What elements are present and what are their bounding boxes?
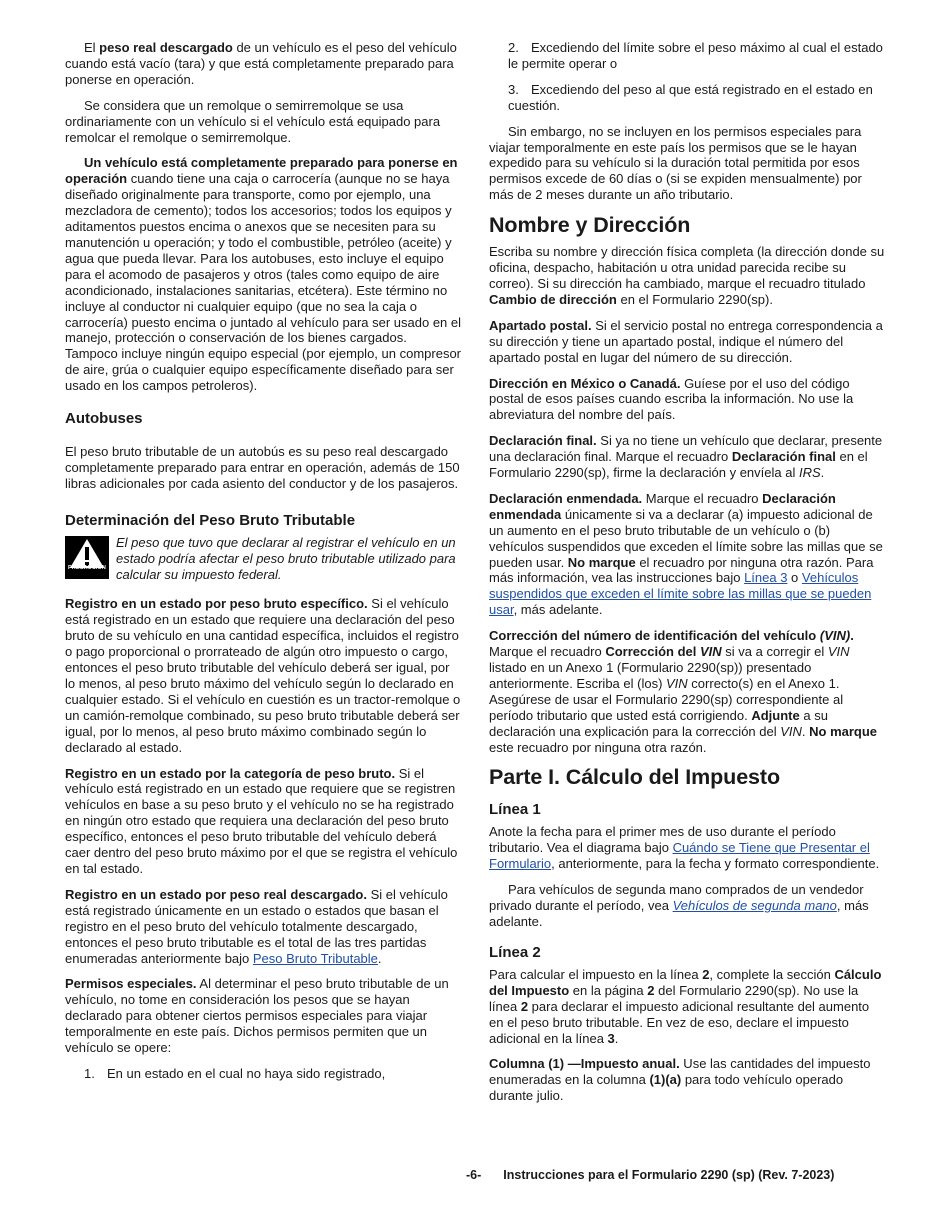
page-footer bbox=[466, 1168, 834, 1182]
link-vehiculos-suspendidos[interactable]: Vehículos suspendidos que exceden el límite sobre las millas que se pueden usar bbox=[489, 570, 872, 618]
list-item-1: 1. En un estado en el cual no haya sido registrado, bbox=[84, 1065, 386, 1081]
list-item-3: 3. Excediendo del peso al que está registrado en el estado en cuestión. bbox=[508, 81, 873, 113]
caution-text: El peso que tuvo que declarar al registrar el vehículo en un estado podría afectar el peso bruto tributable utilizado para calcular su impuesto federal. bbox=[116, 534, 456, 582]
paragraph-peso-real: El peso real descargado de un vehículo es el peso del vehículo cuando está vacío (tara) y que está completamente preparado para ponerse en operación. bbox=[65, 40, 457, 87]
page-number: -6- bbox=[466, 1168, 482, 1182]
link-cuando-presentar[interactable]: Cuándo se Tiene que Presentar el Formulario bbox=[489, 840, 870, 872]
paragraph-registro-peso-especifico: Registro en un estado por peso bruto específico. Si el vehículo está registrado en un estado que requiere una declaración del peso bruto de su vehículo en una cantidad específica, incluidos el registro o pago proporcional o prorrateado de algún otro impuesto o cargo, entonces el peso bruto tributable del vehículo deberá ser igual, por lo menos, al peso bruto máximo del vehículo según lo declarado en cualquier estado. Si el vehículo en cuestión es un tractor-remolque o un camión-remolque combinado, su peso bruto tributable deberá ser igual, por lo menos, al peso bruto máximo combinado según lo declarado al estado. bbox=[65, 596, 461, 755]
paragraph-segunda-mano: Para vehículos de segunda mano comprados de un vendedor privado durante el período, vea Vehículos de segunda mano, más adelante. bbox=[489, 882, 869, 929]
heading-linea-2: Línea 2 bbox=[489, 943, 541, 961]
left-column bbox=[65, 40, 462, 1092]
paragraph-correccion-vin: Corrección del número de identificación del vehículo (VIN). Marque el recuadro Corrección del VIN si va a corregir el VIN listado en un Anexo 1 (Formulario 2290(sp)) presentado anteriormente. Escriba el (los) VIN correcto(s) en el Anexo 1. Asegúrese de usar el Formulario 2290(sp) correspondiente al período tributario que usted está corrigiendo. Adjunte a su declaración una explicación para la corrección del VIN. No marque este recuadro por ninguna otra razón. bbox=[489, 628, 878, 755]
paragraph-linea-2: Para calcular el impuesto en la línea 2, complete la sección Cálculo del Impuesto en la página 2 del Formulario 2290(sp). No use la línea 2 para declarar el impuesto adicional resultante del aumento en el peso bruto tributable. En vez de eso, declare el impuesto adicional en la línea 3. bbox=[489, 966, 882, 1046]
link-vehiculos-segunda-mano[interactable]: Vehículos de segunda mano bbox=[672, 898, 837, 914]
paragraph-linea-1: Anote la fecha para el primer mes de uso durante el período tributario. Vea el diagrama bajo Cuándo se Tiene que Presentar el Formulario, anteriormente, para la fecha y formato correspondiente. bbox=[489, 824, 880, 872]
paragraph-autobuses: El peso bruto tributable de un autobús es su peso real descargado completamente preparado para entrar en operación, además de 150 libras adicionales por cada asiento del conductor y de los pasajeros. bbox=[65, 444, 460, 491]
paragraph-sin-embargo: Sin embargo, no se incluyen en los permisos especiales para viajar temporalmente en este país los permisos que se le hayan expedido para su vehículo si la duración total permitida por esos permisos excede de 60 días o (si se expiden mensualmente) por más de 2 meses durante un año tributario. bbox=[489, 123, 862, 203]
paragraph-registro-categoria: Registro en un estado por la categoría de peso bruto. Si el vehículo está registrado en un estado que requiere que se registren vehículos en base a su peso bruto y el vehículo no se ha registrado en ningún otro estado que requiera una declaración del peso bruto específico, entonces el peso bruto tributable del vehículo deberá caer dentro del peso bruto máximo por el que se registra el vehículo en tal estado. bbox=[65, 765, 458, 876]
list-item-2: 2. Excediendo del límite sobre el peso máximo al cual el estado le permite operar o bbox=[508, 40, 883, 71]
paragraph-registro-descargado: Registro en un estado por peso real descargado. Si el vehículo está registrado únicamente en un estado o estados que basan el registro en el peso bruto del vehículo totalmente descargado, entonces el peso bruto tributable es el total de las tres partidas enumeradas anteriormente bajo Peso Bruto Tributable. bbox=[65, 886, 448, 966]
paragraph-declaracion-enmendada: Declaración enmendada. Marque el recuadro Declaración enmendada únicamente si va a declarar (a) impuesto adicional de un aumento en el peso bruto tributable de un vehículo o (b) vehículos suspendidos que exceden el límite sobre las millas que se pueden usar. No marque el recuadro por ninguna otra razón. Para más información, vea las instrucciones bajo Línea 3 o Vehículos suspendidos que exceden el límite sobre las millas que se pueden usar, más adelante. bbox=[489, 490, 883, 618]
heading-nombre-direccion: Nombre y Dirección bbox=[489, 213, 691, 238]
paragraph-completamente-preparado: Un vehículo está completamente preparado para ponerse en operación cuando tiene una caja o carrocería (aunque no se haya diseñado originalmente para transporte, como por ejemplo, una mezcladora de cemento); todos los accesorios; todos los equipos y aditamentos puestos encima o anexos que se necesiten para su manutención u operación; y todo el combustible, petróleo (aceite) y agua que pueda llevar. Para los autobuses, esto incluye el equipo para el acomodo de pasajeros y otros (tales como equipo de aire acondicionado, instalaciones sanitarias, etcétera). Este término no incluye al conductor ni cualquier equipo (que no sea la caja o carrocería) puesto encima o juntado al vehículo para ser usado en el manejo, protección o conservación de los bienes cargados. Tampoco incluye ningún equipo especial (por ejemplo, un compresor de aire, grúa o cualquier equipo específicamente diseñado para ser usado en los campos petroleros). bbox=[65, 155, 462, 394]
heading-linea-1: Línea 1 bbox=[489, 801, 541, 819]
heading-parte-1: Parte I. Cálculo del Impuesto bbox=[489, 765, 781, 790]
link-linea-3[interactable]: Línea 3 bbox=[744, 570, 788, 586]
paragraph-remolque: Se considera que un remolque o semirremolque se usa ordinariamente con un vehículo si el vehículo está equipado para remolcar el remolque o semirremolque. bbox=[65, 97, 441, 145]
paragraph-permisos-especiales: Permisos especiales. Al determinar el peso bruto tributable de un vehículo, no tome en consideración los pesos que se hayan declarado para obtener ciertos permisos especiales para viajar temporalmente en este país. Dichos permisos permiten que un vehículo se opere: bbox=[65, 976, 449, 1056]
paragraph-columna-1: Columna (1) —Impuesto anual. Use las cantidades del impuesto enumeradas en la columna (1)(a) para todo vehículo operado durante julio. bbox=[489, 1056, 871, 1104]
paragraph-apartado-postal: Apartado postal. Si el servicio postal no entrega correspondencia a su dirección y tiene un apartado postal, indique el número del apartado postal en lugar del número de su dirección. bbox=[489, 317, 883, 365]
link-peso-bruto-tributable[interactable]: Peso Bruto Tributable bbox=[252, 950, 378, 966]
caution-box bbox=[65, 535, 462, 583]
heading-determinacion: Determinación del Peso Bruto Tributable bbox=[65, 511, 356, 529]
paragraph-declaracion-final: Declaración final. Si ya no tiene un vehículo que declarar, presente una declaración final. Marque el recuadro Declaración final en el Formulario 2290(sp), firme la declaración y envíela al IRS. bbox=[489, 433, 883, 481]
paragraph-mexico-canada: Dirección en México o Canadá. Guíese por el uso del código postal de esos países cuando escriba la información. No use la abreviatura del nombre del país. bbox=[489, 375, 854, 423]
footer-title: Instrucciones para el Formulario 2290 (sp) (Rev. 7-2023) bbox=[503, 1168, 835, 1182]
right-column bbox=[489, 40, 886, 1114]
heading-autobuses: Autobuses bbox=[65, 410, 143, 428]
paragraph-nombre-direccion: Escriba su nombre y dirección física completa (la dirección donde su oficina, despacho, habitación u otra unidad parecida recibe su correo). Si su dirección ha cambiado, marque el recuadro titulado Cambio de dirección en el Formulario 2290(sp). bbox=[489, 244, 885, 307]
caution-icon bbox=[65, 536, 109, 579]
caution-label: PRECAUCION bbox=[68, 564, 106, 571]
